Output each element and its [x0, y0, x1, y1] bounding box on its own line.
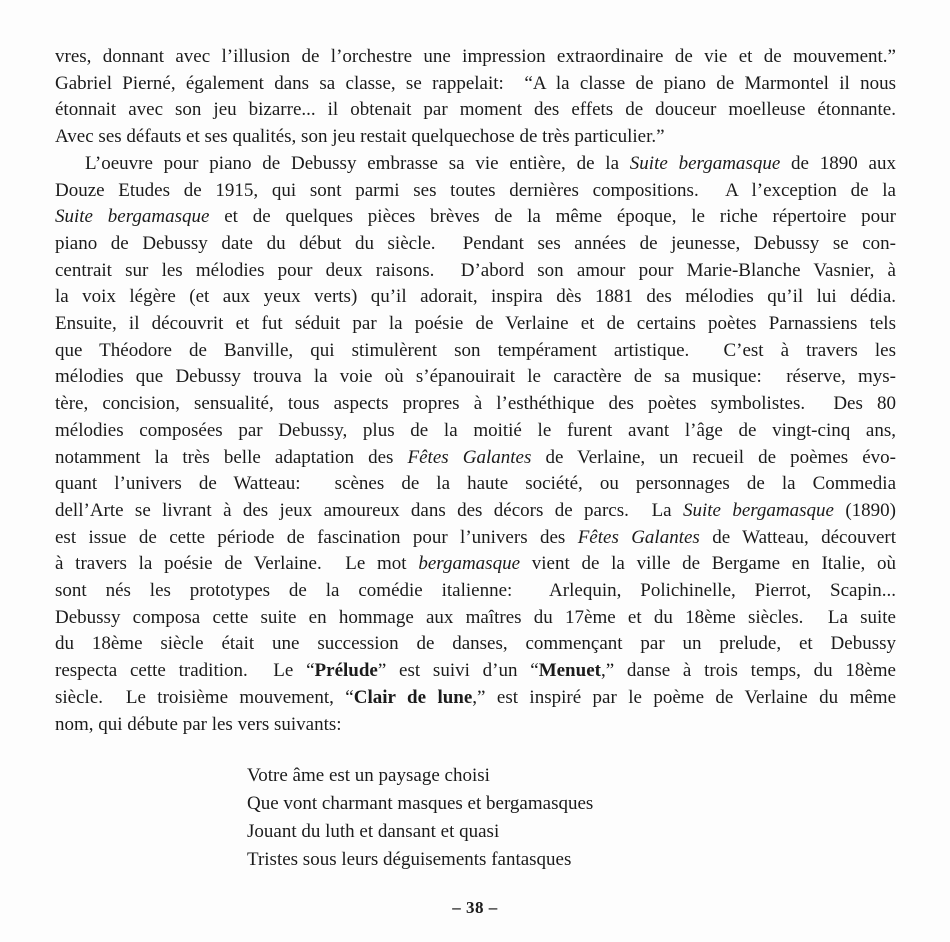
text-segment: bergamasque — [418, 553, 520, 575]
text-segment: vres, donnant avec l’illusion de l’orchestre une impression extraordinaire de vie et de mouvement.” — [55, 46, 896, 67]
text-segment: Avec ses défauts et ses qualités, son jeu restait quelquechose de très particulier.” — [55, 126, 665, 148]
text-segment: (1890) — [833, 499, 896, 521]
text-line — [55, 338, 896, 365]
text-segment: mélodies composées par Debussy, plus de la moitié le furent avant l’âge de vingt-cinq ans, — [55, 419, 896, 441]
text-segment: Suite bergamasque — [629, 152, 781, 174]
text-segment: Clair de lune — [353, 686, 473, 708]
text-segment: respecta cette tradition. Le “ — [55, 660, 315, 682]
poem-line: Votre âme est un paysage choisi — [247, 765, 490, 786]
text-line — [55, 258, 896, 285]
text-segment: à travers la poésie de Verlaine. Le mot — [55, 553, 419, 575]
text-segment: notamment la très belle adaptation des — [55, 446, 408, 468]
text-segment: Fêtes Galantes — [577, 526, 700, 548]
text-segment: piano de Debussy date du début du siècle. Pendant ses années de jeunesse, Debussy se con- — [55, 232, 896, 254]
text-line — [55, 44, 896, 71]
paragraph — [55, 44, 896, 151]
poem-line: Tristes sous leurs déguisements fantasques — [247, 849, 572, 870]
text-segment: Prélude — [314, 660, 378, 682]
text-segment: ,” est inspiré par le poème de Verlaine du même — [472, 686, 896, 708]
page-number: – 38 – — [452, 898, 498, 917]
text-line — [55, 178, 896, 205]
text-line — [55, 71, 896, 98]
text-segment: ” est suivi d’un “ — [377, 660, 539, 682]
text-line — [55, 311, 896, 338]
text-line — [55, 124, 896, 151]
text-segment: que Théodore de Banville, qui stimulèrent son tempérament artistique. C’est à travers les — [55, 339, 896, 361]
text-line — [55, 204, 896, 231]
text-segment: centrait sur les mélodies pour deux raisons. D’abord son amour pour Marie-Blanche Vasnier, à — [55, 259, 896, 281]
text-line — [55, 151, 896, 178]
text-segment: Fêtes Galantes — [407, 446, 532, 468]
text-segment: Debussy composa cette suite en hommage aux maîtres du 17ème et du 18ème siècles. La suite — [55, 606, 896, 628]
text-segment: la voix légère (et aux yeux verts) qu’il adorait, inspira dès 1881 des mélodies qu’il lui dédia. — [55, 286, 896, 308]
text-line — [55, 445, 896, 472]
text-segment: Ensuite, il découvrit et fut séduit par la poésie de Verlaine et de certains poètes Parnassiens tels — [55, 313, 896, 335]
text-line — [55, 685, 896, 712]
text-line — [55, 605, 896, 632]
text-segment: vient de la ville de Bergame en Italie, où — [520, 553, 896, 575]
text-segment: Menuet — [538, 660, 601, 682]
text-line — [55, 364, 896, 391]
text-line — [55, 471, 896, 498]
poem-line: Jouant du luth et dansant et quasi — [247, 821, 500, 842]
text-segment: et de quelques pièces brèves de la même époque, le riche répertoire pour — [209, 206, 896, 228]
text-line — [55, 391, 896, 418]
page-footer — [0, 898, 950, 918]
text-segment: ,” danse à trois temps, du 18ème — [600, 660, 896, 682]
poem-line: Que vont charmant masques et bergamasques — [247, 793, 594, 814]
text-segment: du 18ème siècle était une succession de danses, commençant par un prelude, et Debussy — [55, 633, 896, 655]
text-segment: Suite bergamasque — [55, 206, 210, 228]
poem-block — [247, 762, 593, 874]
text-segment: de Watteau, découvert — [699, 526, 896, 548]
text-line — [55, 498, 896, 525]
text-segment: sont nés les prototypes de la comédie italienne: Arlequin, Polichinelle, Pierrot, Scapin... — [55, 580, 896, 602]
text-segment: Gabriel Pierné, également dans sa classe, se rappelait: “A la classe de piano de Marmontel il nous — [55, 72, 896, 94]
text-segment: tère, concision, sensualité, tous aspects propres à l’esthéthique des poètes symbolistes. Des 80 — [55, 393, 896, 415]
text-line — [55, 97, 896, 124]
text-line — [55, 525, 896, 552]
paragraph — [55, 151, 896, 738]
text-line — [55, 578, 896, 605]
text-segment: de Verlaine, un recueil de poèmes évo- — [531, 446, 896, 468]
text-line — [55, 712, 896, 739]
text-segment: Suite bergamasque — [682, 499, 834, 521]
text-segment: nom, qui débute par les vers suivants: — [55, 713, 342, 735]
text-segment: mélodies que Debussy trouva la voie où s’épanouirait le caractère de sa musique: réserve, mys- — [55, 366, 896, 388]
text-line — [55, 418, 896, 445]
text-segment: est issue de cette période de fascination pour l’univers des — [55, 526, 578, 548]
text-line — [55, 631, 896, 658]
text-segment: L’oeuvre pour piano de Debussy embrasse sa vie entière, de la — [85, 152, 630, 174]
text-segment: de 1890 aux — [780, 152, 896, 174]
text-line — [55, 284, 896, 311]
text-block — [55, 44, 896, 738]
text-segment: siècle. Le troisième mouvement, “ — [55, 686, 354, 708]
text-line — [55, 551, 896, 578]
text-segment: quant l’univers de Watteau: scènes de la haute société, ou personnages de la Commedia — [55, 473, 896, 495]
text-segment: étonnait avec son jeu bizarre... il obtenait par moment des effets de douceur moelleuse étonnante. — [55, 99, 896, 121]
text-line — [55, 231, 896, 258]
text-segment: dell’Arte se livrant à des jeux amoureux dans des décors de parcs. La — [55, 499, 683, 521]
text-segment: Douze Etudes de 1915, qui sont parmi ses toutes dernières compositions. A l’exception de la — [55, 179, 896, 201]
text-line — [55, 658, 896, 685]
